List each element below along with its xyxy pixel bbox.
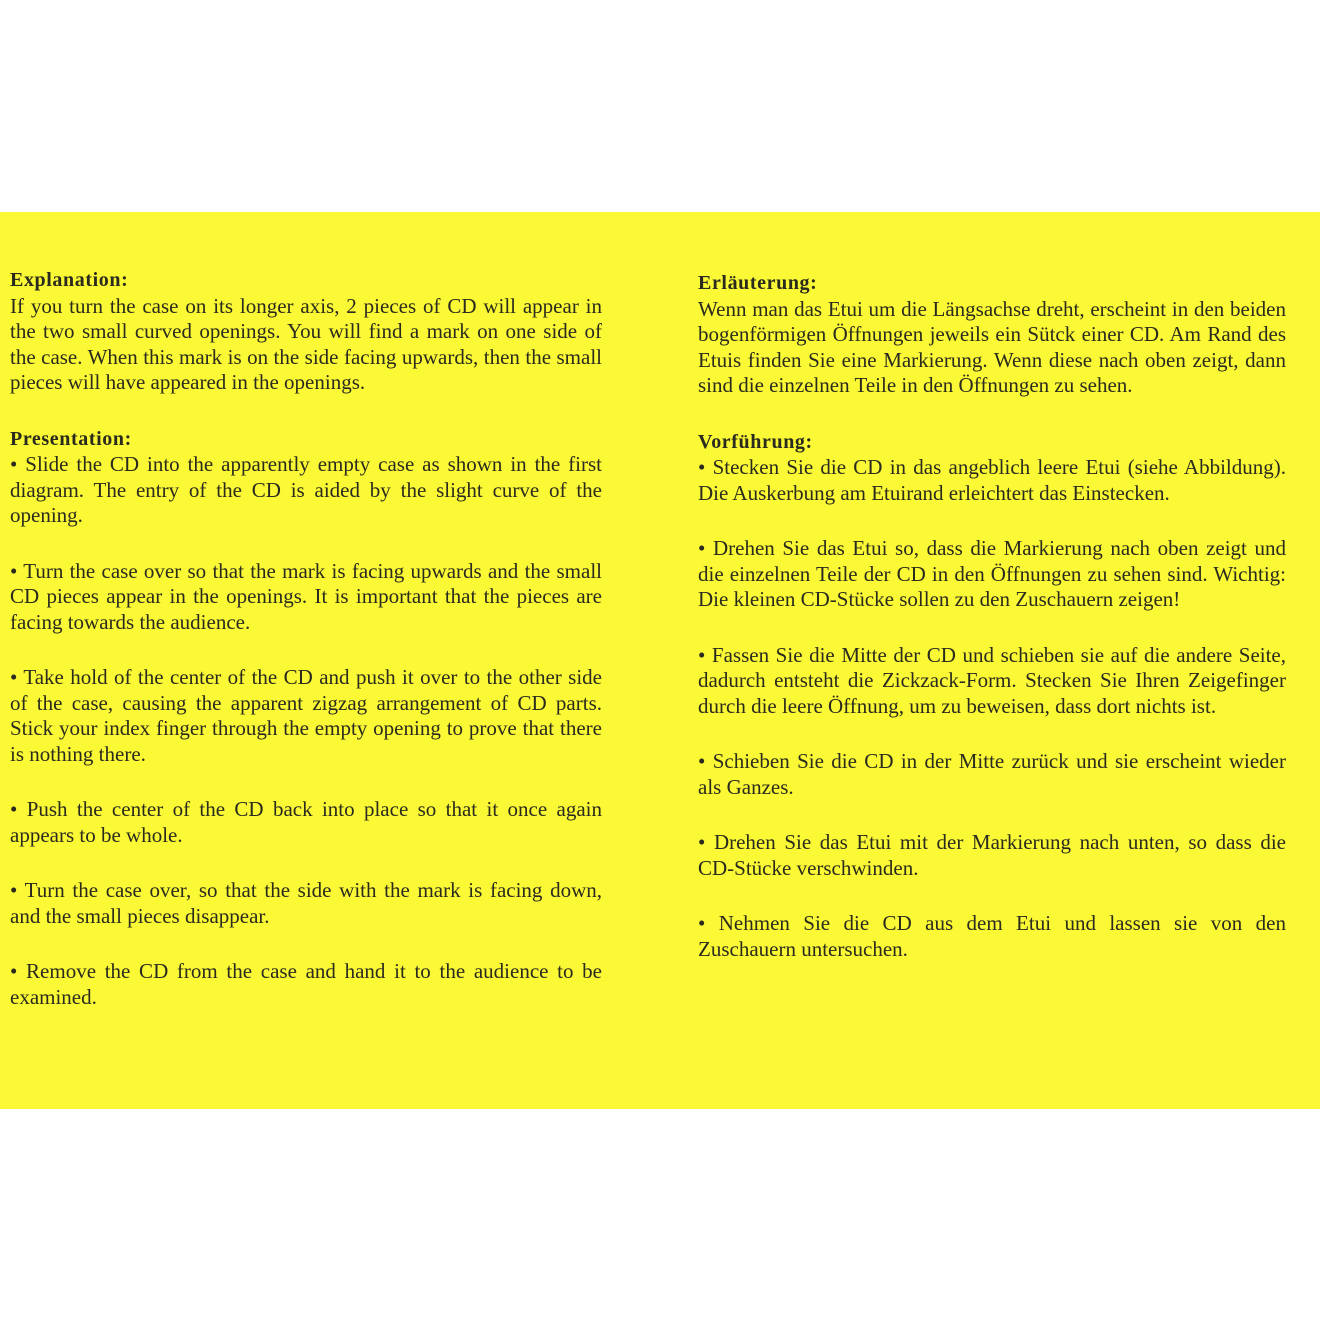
- explanation-text: If you turn the case on its longer axis, 2 pieces of CD will appear in the two small curved openings. You will find a mark on one side of the case. When this mark is on the side facing upwards, then the small pieces will have appeared in the openings.: [10, 293, 602, 394]
- presentation-step: • Slide the CD into the apparently empty case as shown in the first diagram. The entry of the CD is aided by the slight curve of the opening.: [10, 452, 602, 527]
- vorfuehrung-step: • Schieben Sie die CD in der Mitte zurück und sie erscheint wieder als Ganzes.: [698, 749, 1286, 799]
- explanation-heading: Explanation:: [10, 269, 129, 291]
- english-column: [10, 268, 602, 1040]
- presentation-heading: Presentation:: [10, 427, 132, 450]
- vorfuehrung-step: • Stecken Sie die CD in das angeblich leere Etui (siehe Abbildung). Die Auskerbung am Etuirand erleichtert das Einstecken.: [698, 455, 1286, 505]
- presentation-step: • Turn the case over so that the mark is facing upwards and the small CD pieces appear in the openings. It is important that the pieces are facing towards the audience.: [10, 558, 602, 634]
- vorfuehrung-step: • Fassen Sie die Mitte der CD und schieben sie auf die andere Seite, dadurch entsteht die Zickzack-Form. Stecken Sie Ihren Zeigefinger durch die leere Öffnung, um zu beweisen, dass dort nichts ist.: [698, 642, 1286, 718]
- vorfuehrung-step: • Drehen Sie das Etui mit der Markierung nach unten, so dass die CD-Stücke verschwinden.: [698, 830, 1286, 880]
- presentation-step: • Remove the CD from the case and hand it to the audience to be examined.: [10, 959, 602, 1009]
- erlaeuterung-heading: Erläuterung:: [698, 272, 818, 294]
- vorfuehrung-step: • Drehen Sie das Etui so, dass die Markierung nach oben zeigt und die einzelnen Teile der CD in den Öffnungen zu sehen sind. Wichtig: Die kleinen CD-Stücke sollen zu den Zuschauern zeigen!: [698, 536, 1286, 611]
- presentation-step: • Turn the case over, so that the side with the mark is facing down, and the small pieces disappear.: [10, 878, 602, 928]
- german-column: [698, 271, 1286, 992]
- vorfuehrung-step: • Nehmen Sie die CD aus dem Etui und lassen sie von den Zuschauern untersuchen.: [698, 911, 1286, 961]
- presentation-step: • Push the center of the CD back into place so that it once again appears to be whole.: [10, 797, 602, 847]
- instruction-sheet: [0, 212, 1320, 1109]
- vorfuehrung-heading: Vorführung:: [698, 430, 813, 453]
- erlaeuterung-text: Wenn man das Etui um die Längsachse dreht, erscheint in den beiden bogenförmigen Öffnungen jeweils ein Sütck einer CD. Am Rand des Etuis finden Sie eine Markierung. Wenn diese nach oben zeigt, dann sind die einzelnen Teile in den Öffnungen zu sehen.: [698, 296, 1286, 397]
- presentation-step: • Take hold of the center of the CD and push it over to the other side of the case, causing the apparent zigzag arrangement of CD parts. Stick your index finger through the empty opening to prove that there is nothing there.: [10, 665, 602, 766]
